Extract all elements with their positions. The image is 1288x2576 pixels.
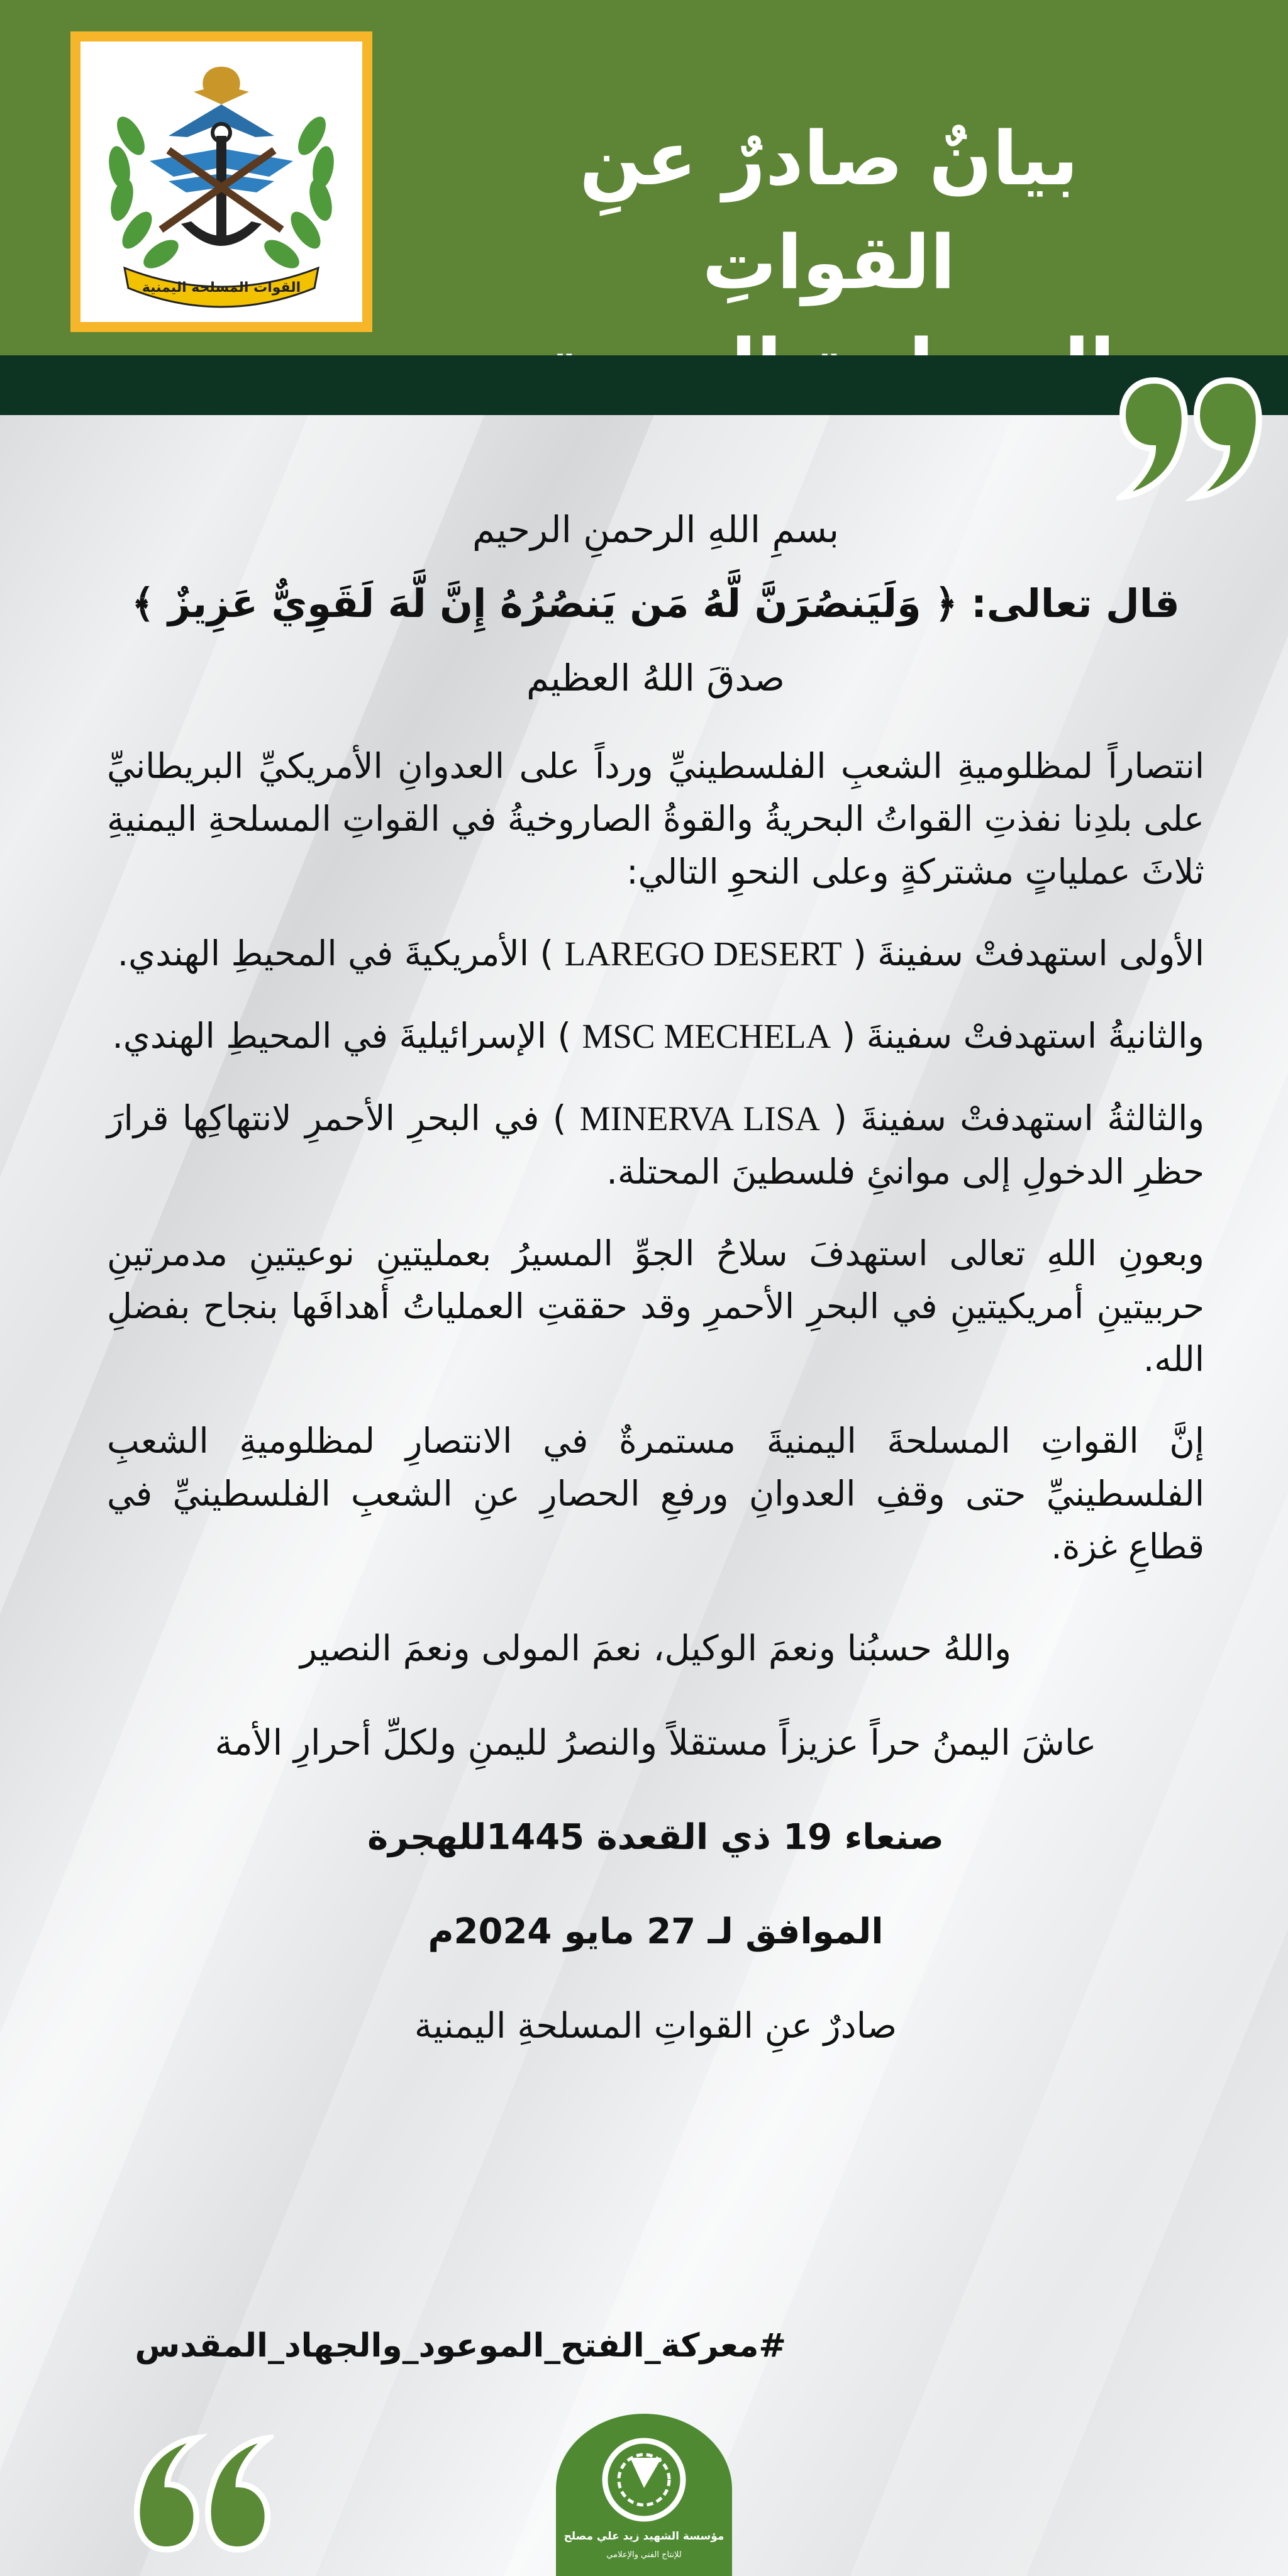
closing-line-1: واللهُ حسبُنا ونعمَ الوكيل، نعمَ المولى ونعمَ النصير bbox=[299, 1628, 1012, 1669]
op3-ship-name: MINERVA LISA bbox=[579, 1099, 820, 1138]
basmala: بسمِ اللهِ الرحمنِ الرحيم bbox=[472, 508, 839, 551]
air-force-paragraph: وبعونِ اللهِ تعالى استهدفَ سلاحُ الجوِّ المسيرُ بعمليتينِ نوعيتينِ مدمرتينِ حربيتينِ أمريكيتينِ في البحرِ الأحمرِ وقد حققتِ العملياتُ أهدافَها بنجاح بفضلِ الله. bbox=[107, 1233, 1204, 1379]
quote-mark-icon bbox=[129, 2428, 274, 2563]
header-banner bbox=[0, 0, 1288, 355]
svg-text:القوات المسلحة اليمنية: القوات المسلحة اليمنية bbox=[142, 280, 301, 296]
intro-paragraph: انتصاراً لمظلوميةِ الشعبِ الفلسطينيِّ ورداً على العدوانِ الأمريكيِّ البريطانيِّ على بلدِنا نفذتِ القواتُ البحريةُ والقوةُ الصاروخيةُ في القواتِ المسلحةِ اليمنيةِ ثلاثَ عملياتٍ مشتركةٍ وعلى النحوِ التالي: bbox=[107, 746, 1204, 892]
op1-after: ) الأمريكيةَ في المحيطِ الهندي. bbox=[117, 933, 553, 974]
op3-before: والثالثةُ استهدفتْ سفينةَ ( bbox=[833, 1098, 1205, 1138]
date-hijri: صنعاء 19 ذي القعدة 1445للهجرة bbox=[367, 1817, 944, 1858]
operation-2-paragraph bbox=[107, 1009, 1204, 1063]
operation-3-paragraph bbox=[107, 1092, 1204, 1198]
sadaq-line: صدقَ اللهُ العظيم bbox=[526, 657, 786, 699]
title-line-1: بيانٌ صادرٌ عنِ القواتِ bbox=[579, 115, 1079, 306]
operation-1-paragraph bbox=[107, 927, 1204, 980]
org-subtitle: للإنتاج الفني والإعلامي bbox=[606, 2550, 682, 2560]
continuation-paragraph: إنَّ القواتِ المسلحةَ اليمنيةَ مستمرةٌ في الانتصارِ لمظلوميةِ الشعبِ الفلسطينيِّ حتى وقفِ العدوانِ ورفعِ الحصارِ عنِ الشعبِ الفلسطينيِّ في قطاعِ غزة. bbox=[107, 1421, 1204, 1567]
op1-before: الأولى استهدفتْ سفينةَ ( bbox=[853, 933, 1204, 974]
armed-forces-emblem-icon bbox=[80, 42, 362, 322]
op2-before: والثانيةُ استهدفتْ سفينةَ ( bbox=[841, 1016, 1204, 1056]
logo-frame bbox=[70, 31, 372, 332]
op1-ship-name: LAREGO DESERT bbox=[564, 935, 842, 973]
op3-after: ) في البحرِ الأحمرِ لانتهاكِها قرارَ حظرِ الدخولِ إلى موانئِ فلسطينَ المحتلة. bbox=[107, 1098, 1204, 1192]
hashtag[interactable]: #معركة_الفتح_الموعود_والجهاد_المقدس bbox=[135, 2327, 786, 2365]
quote-mark-icon bbox=[1116, 368, 1267, 506]
op2-ship-name: MSC MECHELA bbox=[582, 1017, 831, 1055]
issuer-line: صادرٌ عنِ القواتِ المسلحةِ اليمنية bbox=[414, 2006, 897, 2046]
statement-body bbox=[107, 503, 1204, 2074]
op2-after: ) الإسرائيليةَ في المحيطِ الهندي. bbox=[112, 1016, 571, 1056]
closing-line-2: عاشَ اليمنُ حراً عزيزاً مستقلاً والنصرُ لليمنِ ولكلِّ أحرارِ الأمة bbox=[214, 1723, 1097, 1763]
quran-verse: قال تعالى: ﴿ وَلَيَنصُرَنَّ لَّهُ مَن يَنصُرُهُ إِنَّ لَّهَ لَقَوِيٌّ عَزِيزٌ ﴾ bbox=[131, 580, 1180, 626]
date-gregorian: الموافق لـ 27 مايو 2024م bbox=[428, 1911, 884, 1952]
org-logo-icon bbox=[556, 2414, 732, 2576]
org-name: مؤسسة الشهيد زيد علي مصلح bbox=[564, 2530, 724, 2543]
header-dark-band bbox=[0, 355, 1288, 415]
